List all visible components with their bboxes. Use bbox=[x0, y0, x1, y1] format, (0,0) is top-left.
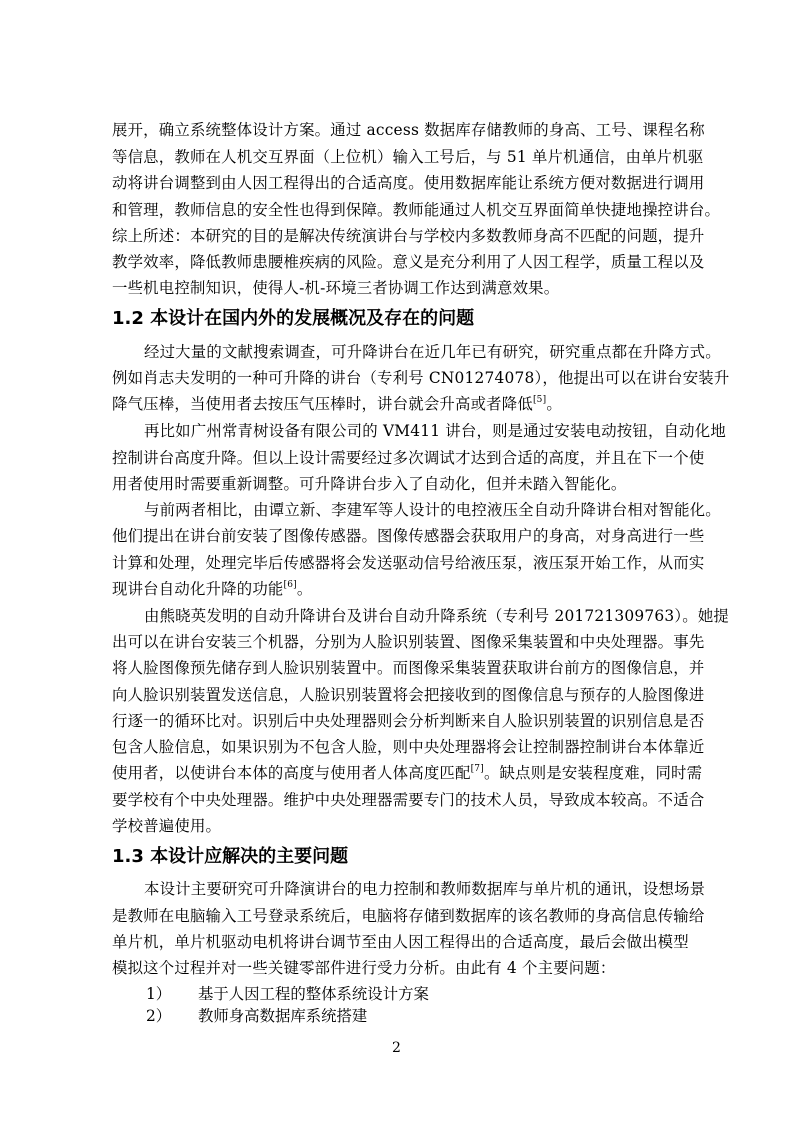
body-line: 行逐一的循环比对。识别后中央处理器则会分析判断来自人脸识别装置的识别信息是否 bbox=[112, 711, 705, 730]
body-line: 他们提出在讲台前安装了图像传感器。图像传感器会获取用户的身高，对身高进行一些 bbox=[112, 527, 705, 546]
body-line: 教学效率，降低教师患腰椎疾病的风险。意义是充分利用了人因工程学，质量工程以及 bbox=[112, 253, 705, 272]
list-item bbox=[146, 982, 429, 1006]
body-line: 例如肖志夫发明的一种可升降的讲台（专利号 CN01274078），他提出可以在讲台安装升 bbox=[112, 368, 730, 387]
body-line: 展开，确立系统整体设计方案。通过 access 数据库存储教师的身高、工号、课程名称 bbox=[112, 121, 705, 139]
body-line: 将人脸图像预先储存到人脸识别装置中。而图像采集装置获取讲台前方的图像信息，并 bbox=[112, 659, 705, 678]
list-item-text: 基于人因工程的整体系统设计方案 bbox=[198, 985, 429, 1004]
body-line: 本设计主要研究可升降演讲台的电力控制和教师数据库与单片机的通讯，设想场景 bbox=[144, 880, 706, 899]
body-line: 动将讲台调整到由人因工程得出的合适高度。使用数据库能让系统方便对数据进行调用 bbox=[112, 174, 705, 193]
body-line: 模拟这个过程并对一些关键零部件进行受力分析。由此有 4 个主要问题： bbox=[112, 959, 616, 978]
section-heading-1-3: 1.3 本设计应解决的主要问题 bbox=[112, 845, 349, 867]
body-line: 学校普遍使用。 bbox=[112, 816, 222, 835]
body-line: 现讲台自动化升降的功能[6]。 bbox=[112, 579, 313, 598]
body-line: 一些机电控制知识，使得人-机-环境三者协调工作达到满意效果。 bbox=[112, 279, 560, 298]
body-line: 再比如广州常青树设备有限公司的 VM411 讲台，则是通过安装电动按钮，自动化地 bbox=[144, 422, 726, 441]
body-line: 降气压棒，当使用者去按压气压棒时，讲台就会升高或者降低[5]。 bbox=[112, 395, 562, 414]
body-line: 包含人脸信息，如果识别为不包含人脸，则中央处理器将会让控制器控制讲台本体靠近 bbox=[112, 738, 705, 757]
body-line: 由熊晓英发明的自动升降讲台及讲台自动升降系统（专利号 201721309763）。她提 bbox=[144, 606, 730, 625]
body-line: 用者使用时需要重新调整。可升降讲台步入了自动化，但并未踏入智能化。 bbox=[112, 474, 627, 493]
body-line: 和管理，教师信息的安全性也得到保障。教师能通过人机交互界面简单快捷地操控讲台。 bbox=[112, 200, 721, 219]
body-line: 等信息，教师在人机交互界面（上位机）输入工号后，与 51 单片机通信，由单片机驱 bbox=[112, 148, 704, 167]
body-line: 要学校有个中央处理器。维护中央处理器需要专门的技术人员，导致成本较高。不适合 bbox=[112, 790, 705, 809]
body-line: 综上所述：本研究的目的是解决传统演讲台与学校内多数教师身高不匹配的问题，提升 bbox=[112, 226, 705, 245]
list-item bbox=[146, 1005, 367, 1027]
citation-ref: [6] bbox=[283, 579, 297, 590]
body-line: 是教师在电脑输入工号登录系统后，电脑将存储到数据库的该名教师的身高信息传输给 bbox=[112, 906, 705, 925]
body-line: 使用者，以使讲台本体的高度与使用者人体高度匹配[7]。缺点则是安装程度难，同时需 bbox=[112, 764, 703, 783]
body-line: 经过大量的文献搜索调查，可升降讲台在近几年已有研究，研究重点都在升降方式。 bbox=[144, 342, 721, 361]
citation-ref: [5] bbox=[532, 395, 547, 406]
list-item-text: 教师身高数据库系统搭建 bbox=[198, 1006, 368, 1025]
list-item-number: 2） bbox=[146, 1006, 172, 1025]
body-line: 单片机，单片机驱动电机将讲台调节至由人因工程得出的合适高度，最后会做出模型 bbox=[112, 932, 689, 951]
body-line: 控制讲台高度升降。但以上设计需要经过多次调试才达到合适的高度，并且在下一个使 bbox=[112, 448, 705, 467]
body-line: 向人脸识别装置发送信息，人脸识别装置将会把接收到的图像信息与预存的人脸图像进 bbox=[112, 685, 705, 704]
citation-ref: [7] bbox=[470, 764, 484, 775]
list-item-number: 1） bbox=[146, 985, 172, 1004]
body-line: 出可以在讲台安装三个机器，分别为人脸识别装置、图像采集装置和中央处理器。事先 bbox=[112, 633, 705, 652]
body-line: 计算和处理，处理完毕后传感器将会发送驱动信号给液压泵，液压泵开始工作，从而实 bbox=[112, 553, 705, 572]
page-number: 2 bbox=[392, 1040, 401, 1056]
body-line: 与前两者相比，由谭立新、李建军等人设计的电控液压全自动升降讲台相对智能化。 bbox=[144, 501, 721, 520]
section-heading-1-2: 1.2 本设计在国内外的发展概况及存在的问题 bbox=[112, 308, 475, 330]
